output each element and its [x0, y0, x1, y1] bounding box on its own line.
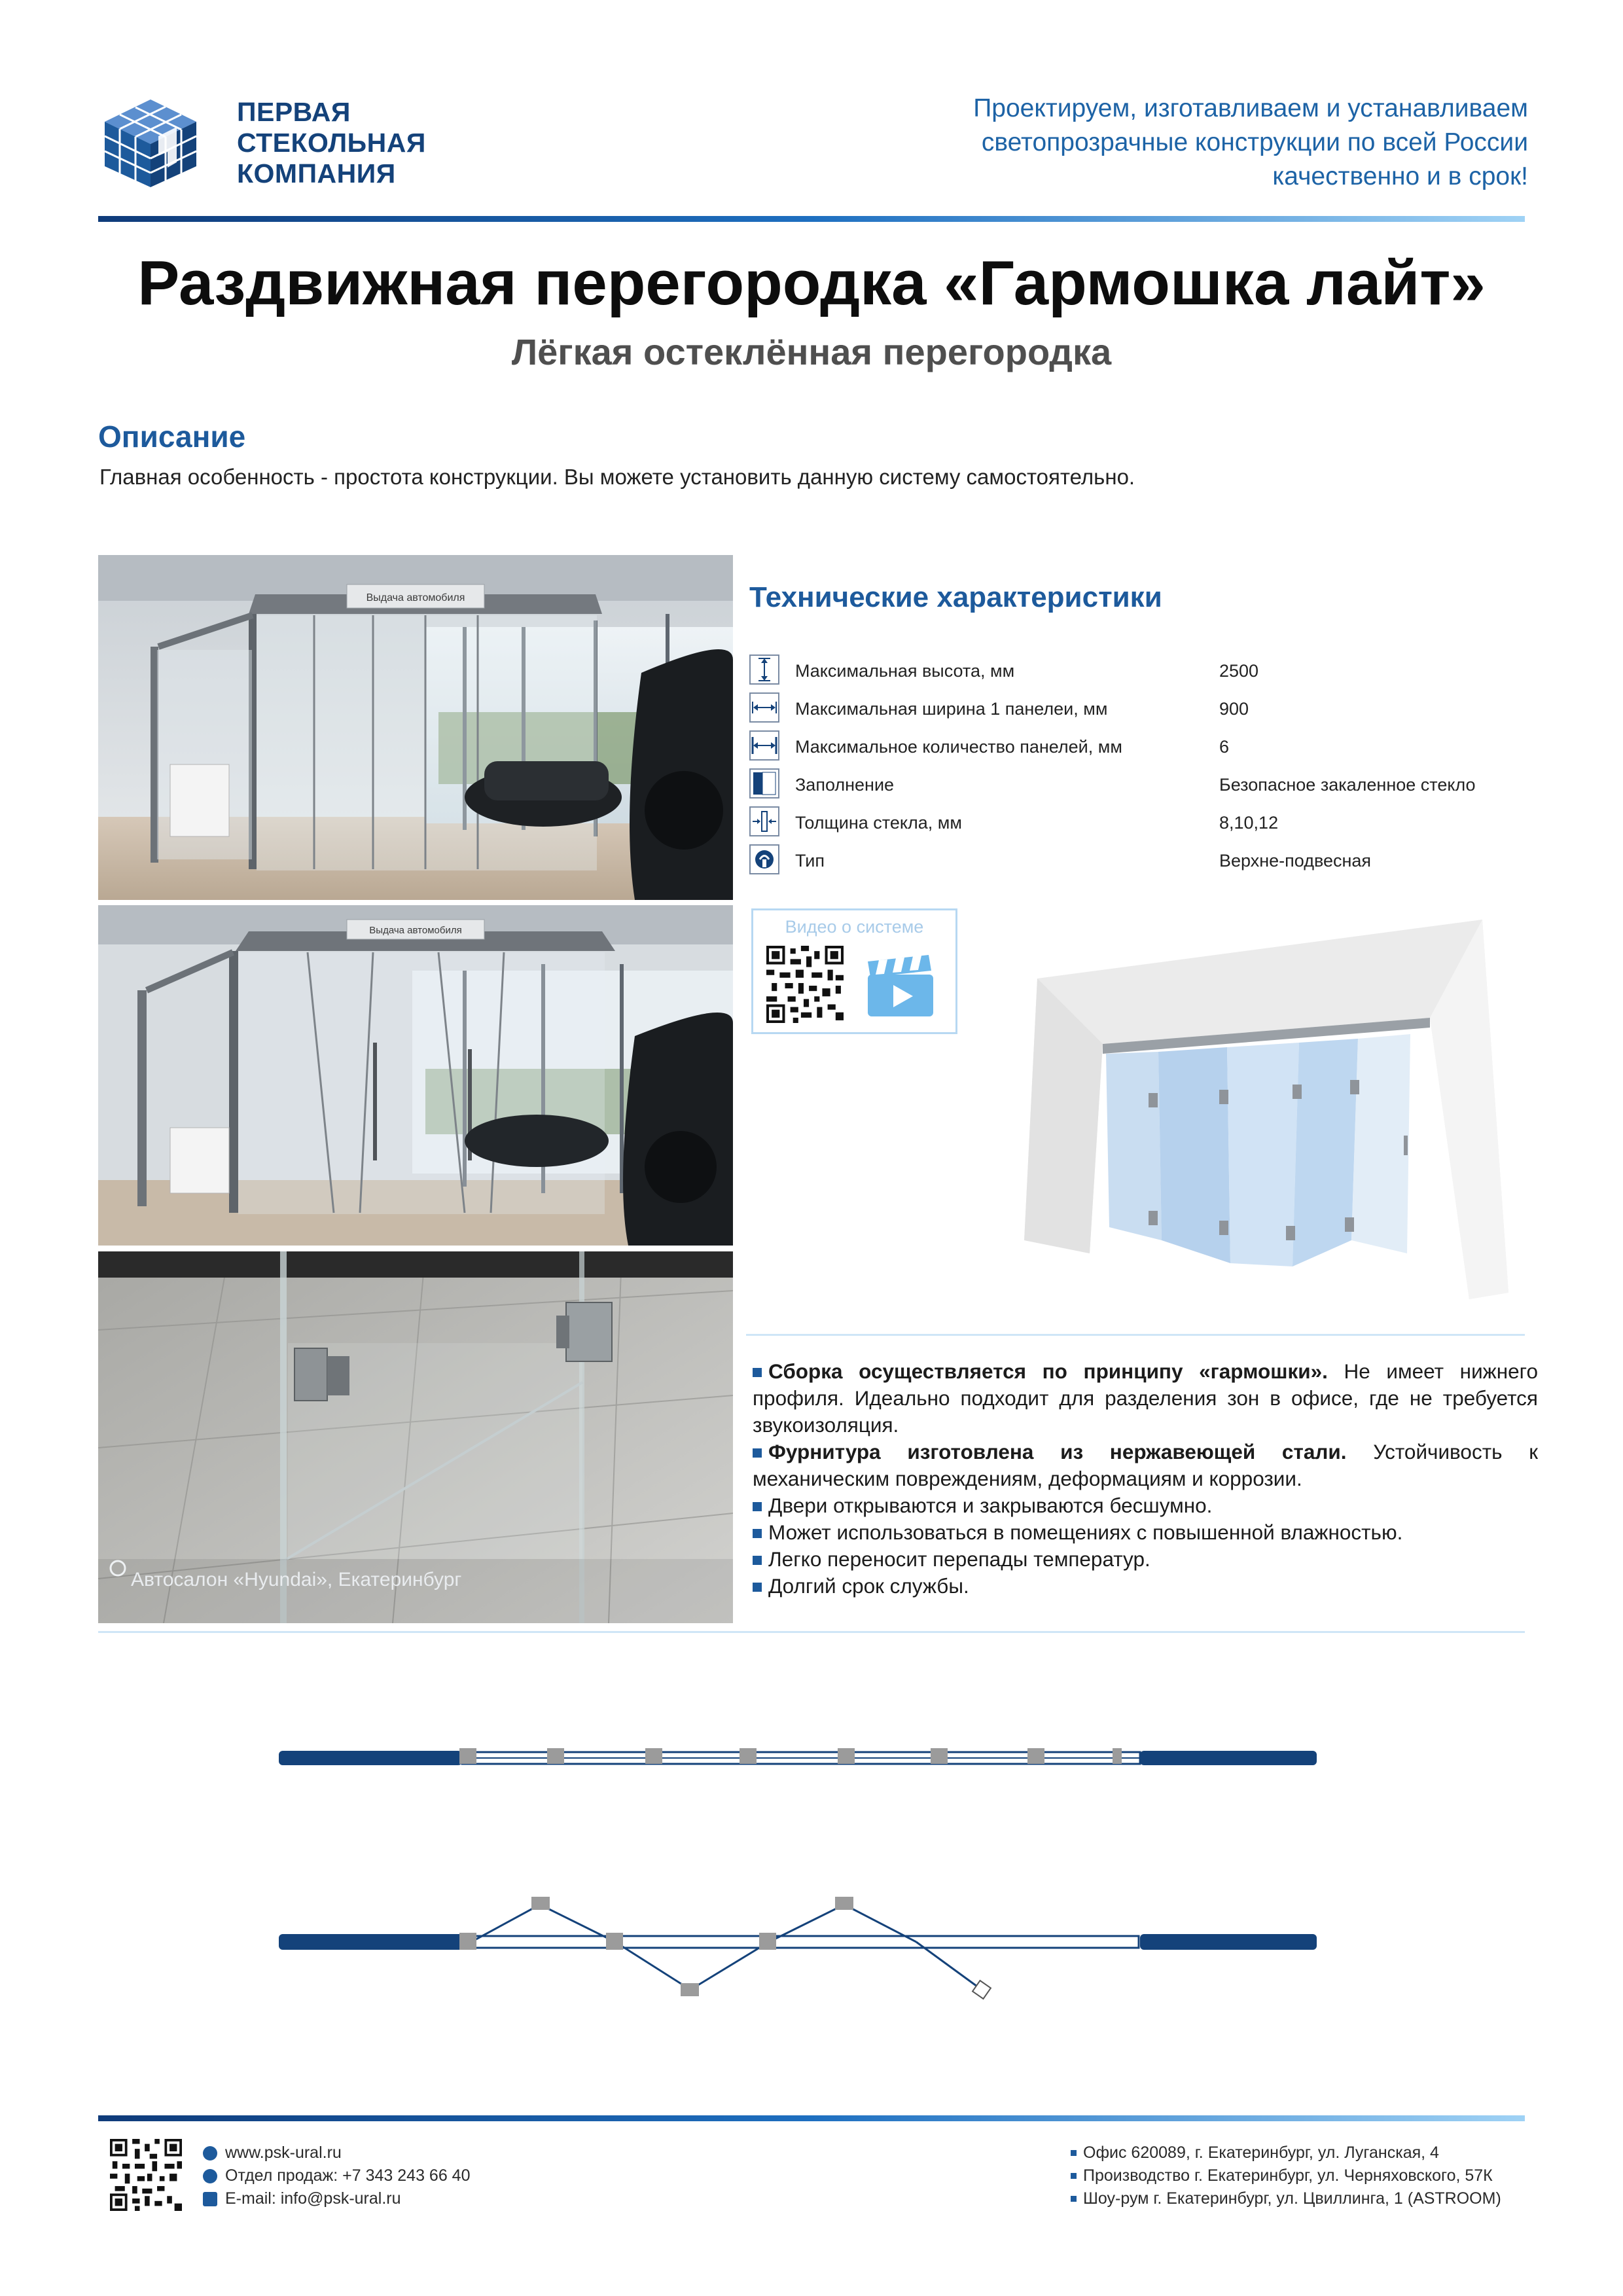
plan-diagram-folding	[275, 1885, 1322, 2016]
feature-item	[753, 1519, 1538, 1546]
slogan-line-3: качественно и в срок!	[1272, 162, 1528, 190]
production-text: Производство г. Екатеринбург, ул. Черняховского, 57К	[1083, 2166, 1493, 2185]
showroom-text: Шоу-рум г. Екатеринбург, ул. Цвиллинга, 1 (ASTROOM)	[1083, 2189, 1501, 2208]
logo-line-3: КОМПАНИЯ	[237, 158, 396, 188]
height-icon	[749, 655, 779, 685]
section-divider	[98, 1631, 1525, 1633]
spec-label: Максимальная ширина 1 панелеи, мм	[795, 699, 1108, 719]
footer-qr-code-icon	[110, 2139, 182, 2211]
spec-label: Максимальная высота, мм	[795, 661, 1015, 681]
feature-text: Может использоваться в помещениях с повышенной влажностью.	[768, 1520, 1403, 1544]
phone-icon	[203, 2169, 217, 2183]
feature-item	[753, 1573, 1538, 1600]
feature-item	[753, 1546, 1538, 1573]
logo-text	[237, 97, 426, 189]
hardware-photo	[98, 1251, 733, 1623]
feature-item	[753, 1492, 1538, 1519]
sign-text-2: Выдача автомобиля	[369, 925, 462, 936]
globe-icon	[203, 2146, 217, 2161]
description-text: Главная особенность - простота конструкции. Вы можете установить данную систему самостоятельно.	[99, 465, 1135, 489]
spec-row-type	[749, 843, 1522, 881]
qr-code-icon	[766, 946, 844, 1023]
feature-text: Двери открываются и закрываются бесшумно.	[768, 1494, 1213, 1517]
address-showroom	[1071, 2189, 1501, 2208]
feature-text: Не имеет нижнего профиля. Идеально подходит для разделения зон в офисе, где не требуется звукоизоляция.	[753, 1359, 1538, 1437]
photo-caption: Автосалон «Hyundai», Екатеринбург	[131, 1569, 462, 1590]
feature-list	[753, 1358, 1538, 1600]
plan-diagram-closed	[275, 1738, 1322, 1784]
page-title: Раздвижная перегородка «Гармошка лайт»	[137, 248, 1486, 318]
email-text: E-mail: info@psk-ural.ru	[225, 2189, 401, 2208]
video-link-box[interactable]	[751, 908, 957, 1034]
spec-row-panels	[749, 729, 1522, 767]
feature-item	[753, 1439, 1538, 1492]
showroom-photo-2	[98, 905, 733, 1246]
feature-text: Долгий срок службы.	[768, 1574, 969, 1598]
contact-website[interactable]	[203, 2144, 342, 2162]
feature-bold: Сборка осуществляется по принципу «гармошки».	[768, 1359, 1328, 1383]
type-icon	[749, 844, 779, 874]
description-heading: Описание	[98, 420, 246, 454]
sign-text-1: Выдача автомобиля	[366, 592, 465, 603]
address-office	[1071, 2144, 1439, 2162]
panels-icon	[749, 730, 779, 761]
office-text: Офис 620089, г. Екатеринбург, ул. Луганская, 4	[1083, 2144, 1439, 2162]
website-text: www.psk-ural.ru	[225, 2144, 342, 2162]
spec-value: 2500	[1219, 661, 1259, 681]
phone-text: Отдел продаж: +7 343 243 66 40	[225, 2166, 471, 2185]
spec-label: Заполнение	[795, 775, 895, 795]
spec-row-width	[749, 691, 1522, 729]
logo-line-2: СТЕКОЛЬНАЯ	[237, 128, 426, 158]
page-subtitle: Лёгкая остеклённая перегородка	[511, 331, 1112, 372]
logo-cube-icon	[98, 97, 203, 188]
spec-label: Максимальное количество панелей, мм	[795, 737, 1122, 757]
spec-value: 900	[1219, 699, 1249, 719]
slogan-line-1: Проектируем, изготавливаем и устанавливаем	[973, 94, 1528, 122]
thickness-icon	[749, 806, 779, 836]
width-icon	[749, 692, 779, 723]
fill-icon	[749, 768, 779, 798]
spec-row-fill	[749, 767, 1522, 805]
showroom-photo-1	[98, 555, 733, 900]
mail-icon	[203, 2192, 217, 2206]
spec-label: Толщина стекла, мм	[795, 813, 962, 833]
slogan-line-2: светопрозрачные конструкции по всей России	[981, 128, 1528, 156]
feature-item	[753, 1358, 1538, 1439]
spec-row-height	[749, 653, 1522, 691]
partition-render	[1011, 913, 1522, 1299]
video-clapper-icon	[865, 954, 936, 1019]
spec-label: Тип	[795, 851, 825, 870]
feature-text: Легко переносит перепады температур.	[768, 1547, 1150, 1571]
company-logo	[98, 97, 203, 188]
spec-row-thickness	[749, 805, 1522, 843]
video-label: Видео о системе	[785, 917, 924, 937]
slogan	[874, 92, 1528, 194]
contact-phone[interactable]	[203, 2166, 471, 2185]
spec-value: 8,10,12	[1219, 813, 1279, 833]
feature-bold: Фурнитура изготовлена из нержавеющей стали.	[768, 1440, 1347, 1463]
feature-text: Устойчивость к механическим повреждениям, деформациям и коррозии.	[753, 1440, 1538, 1490]
spec-value: 6	[1219, 737, 1230, 757]
logo-line-1: ПЕРВАЯ	[237, 97, 351, 127]
header-divider	[98, 216, 1525, 222]
address-production	[1071, 2166, 1493, 2185]
section-divider	[746, 1334, 1525, 1336]
contact-email[interactable]	[203, 2189, 401, 2208]
spec-value: Верхне-подвесная	[1219, 851, 1372, 870]
tech-specs-heading: Технические характеристики	[749, 581, 1162, 613]
spec-value: Безопасное закаленное стекло	[1219, 775, 1476, 795]
footer-divider	[98, 2115, 1525, 2121]
